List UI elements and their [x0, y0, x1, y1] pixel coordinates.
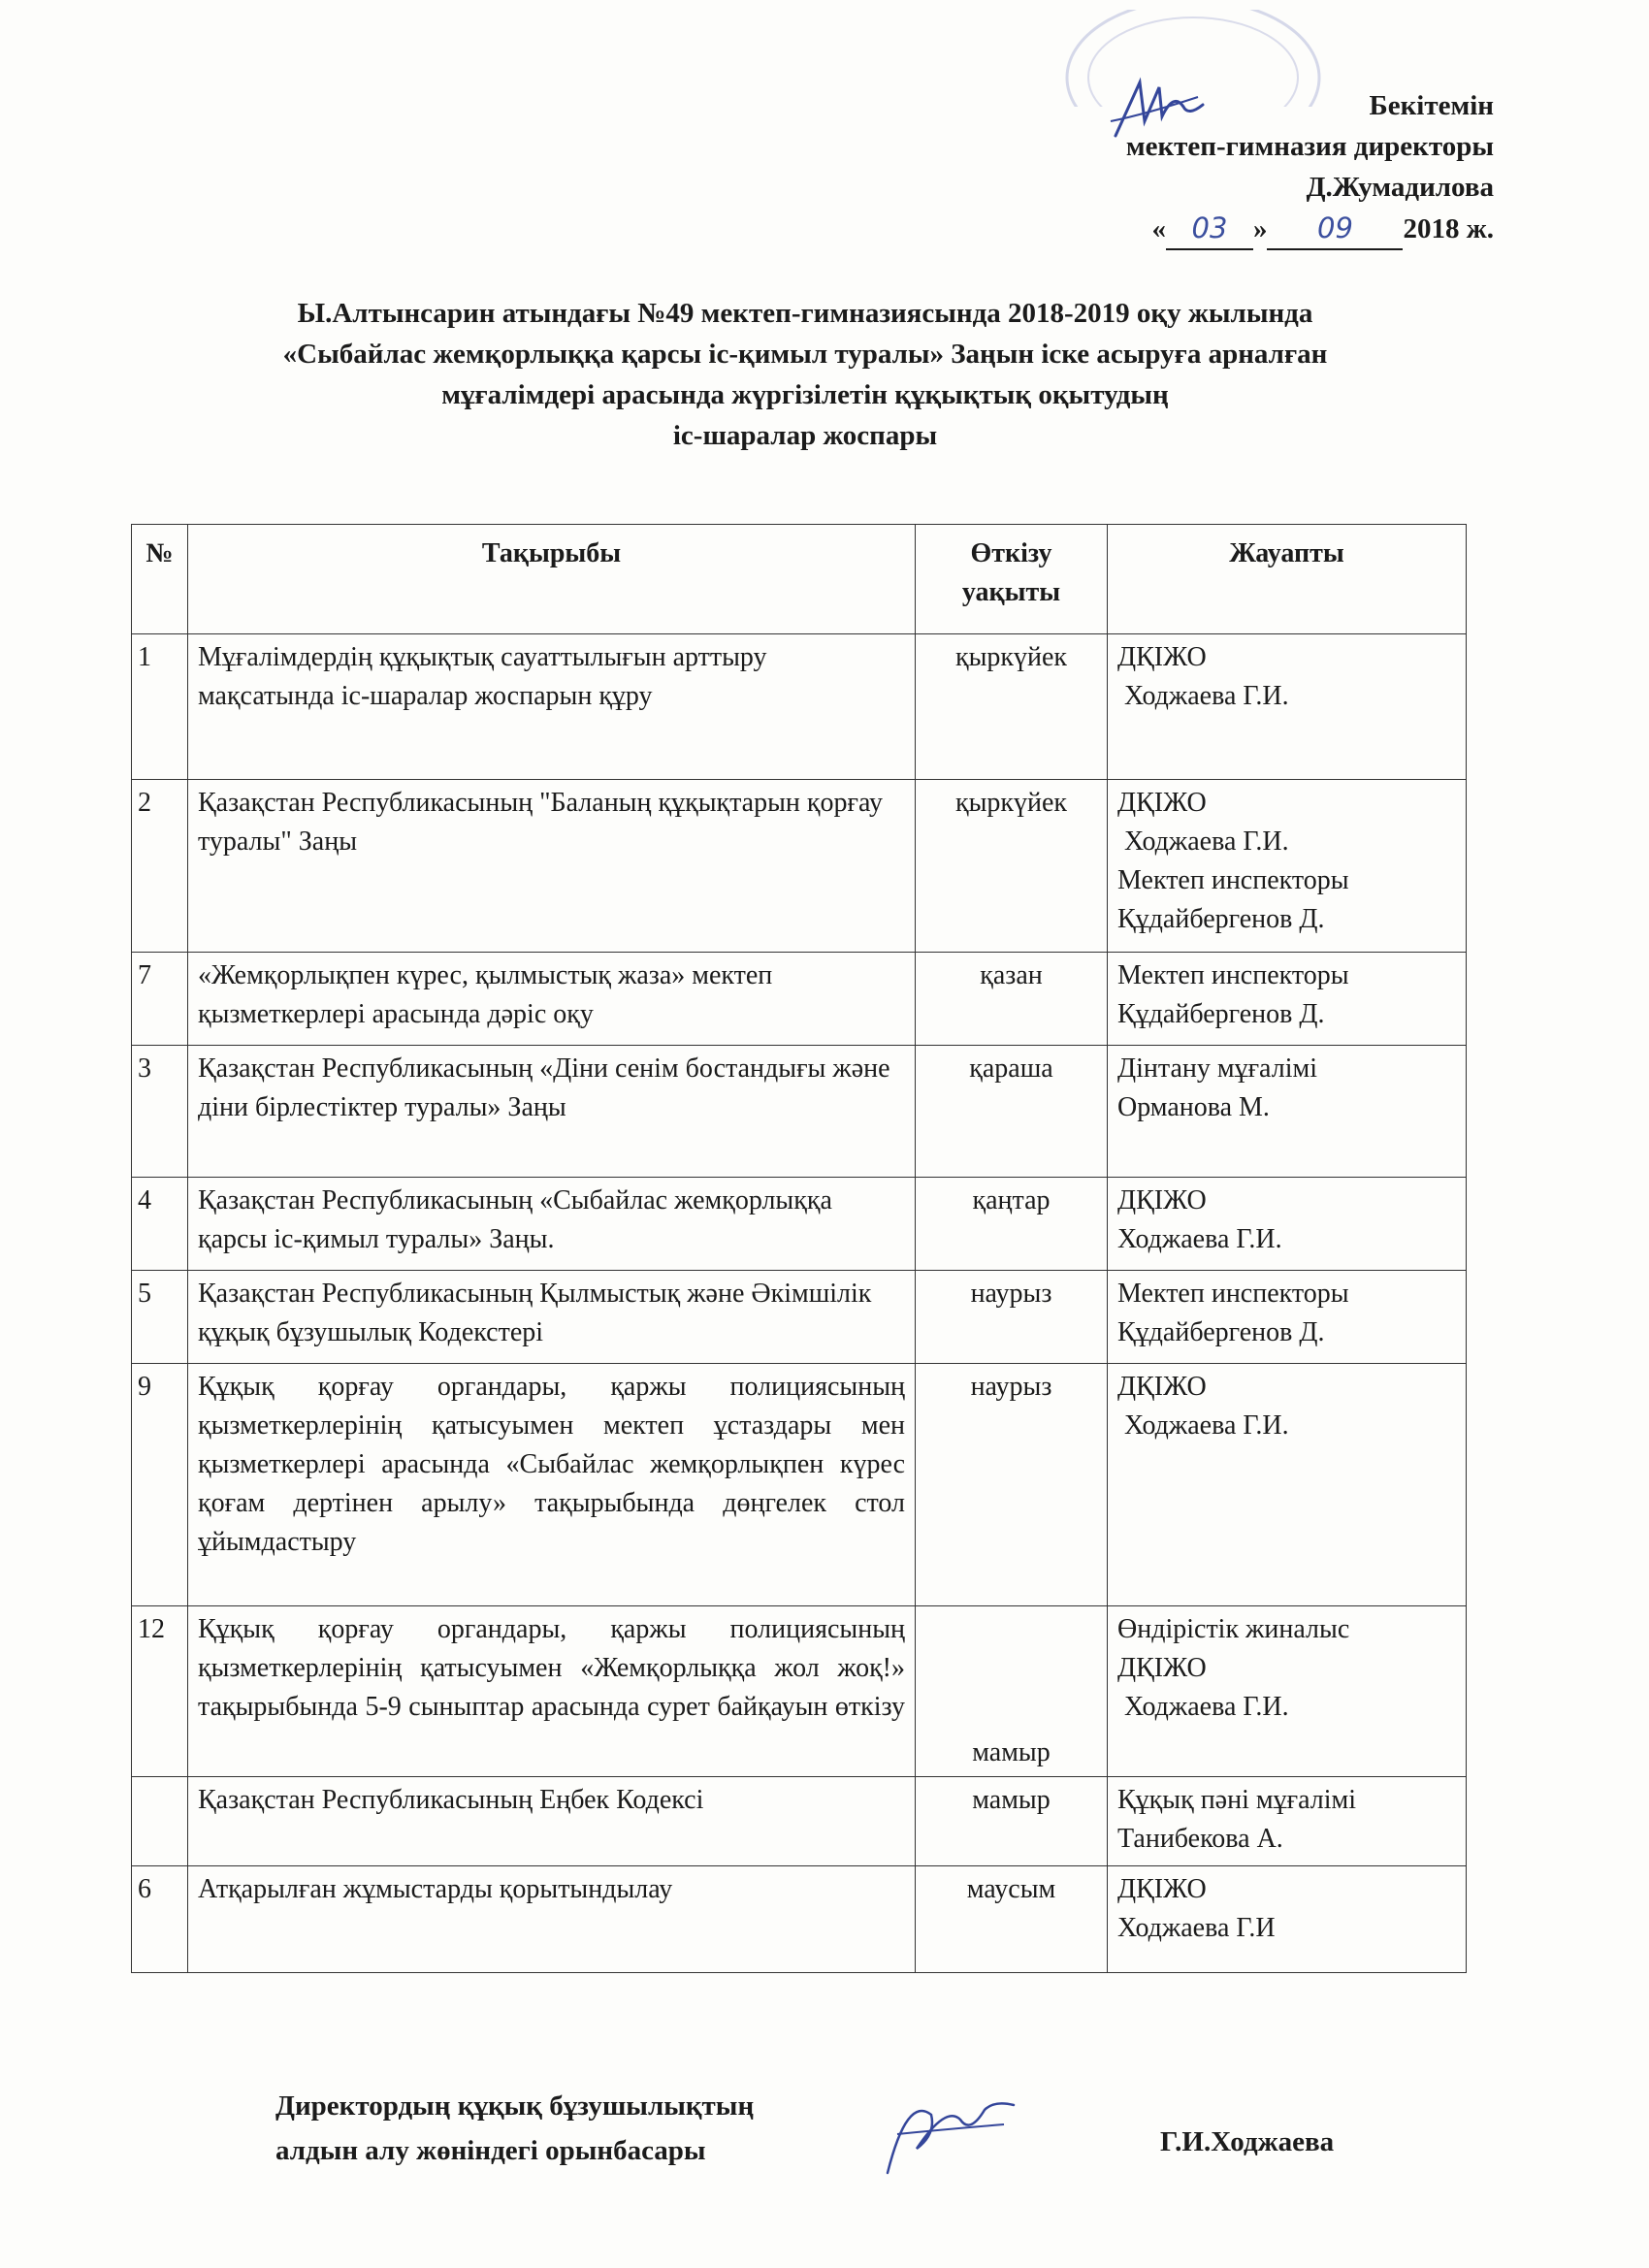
row-topic: Қазақстан Республикасының Қылмыстық және Әкімшілік құқық бұзушылық Кодекстері — [188, 1271, 916, 1364]
row-number: 3 — [132, 1046, 188, 1178]
header-time-line-1: Өткізу — [970, 538, 1052, 568]
date-day: 03 — [1166, 208, 1253, 250]
table-row — [132, 1364, 1467, 1606]
responsible-line: Құдайбергенов Д. — [1117, 904, 1325, 934]
row-responsible — [1108, 1866, 1467, 1973]
header-number: № — [132, 525, 188, 634]
row-time: қазан — [916, 953, 1108, 1046]
document-title — [116, 293, 1494, 456]
responsible-line: Құқық пәні мұғалімі — [1117, 1785, 1356, 1815]
row-time: наурыз — [916, 1364, 1108, 1606]
title-line-3: мұғалімдері арасында жүргізілетін құқықтық оқытудың — [441, 379, 1169, 410]
row-topic: «Жемқорлықпен күрес, қылмыстық жаза» мектеп қызметкерлері арасында дәріс оқу — [188, 953, 916, 1046]
row-responsible — [1108, 1606, 1467, 1777]
header-time-line-2: уақыты — [961, 577, 1061, 607]
row-number: 5 — [132, 1271, 188, 1364]
responsible-line: Ходжаева Г.И — [1117, 1913, 1276, 1943]
row-responsible — [1108, 780, 1467, 953]
row-number: 1 — [132, 634, 188, 780]
row-responsible — [1108, 1178, 1467, 1271]
row-number — [132, 1777, 188, 1866]
responsible-line: Орманова М. — [1117, 1092, 1270, 1122]
row-responsible — [1108, 953, 1467, 1046]
responsible-line: ДҚІЖО — [1117, 1653, 1207, 1683]
row-responsible — [1108, 634, 1467, 780]
responsible-line: Дінтану мұғалімі — [1117, 1053, 1317, 1084]
responsible-line: Ходжаева Г.И. — [1117, 681, 1289, 711]
responsible-line: Ходжаева Г.И. — [1117, 1410, 1289, 1441]
row-number: 7 — [132, 953, 188, 1046]
row-topic: Құқық қорғау органдары, қаржы полициясының қызметкерлерінің қатысуымен мектеп ұстаздары мен қызметкерлері арасында «Сыбайлас жемқорлықпен күрес қоғам дертінен арылу» тақырыбында дөңгелек стол ұйымдастыру — [188, 1364, 916, 1606]
row-topic: Қазақстан Республикасының «Діни сенім бостандығы және діни бірлестіктер туралы» Заңы — [188, 1046, 916, 1178]
table-row — [132, 1046, 1467, 1178]
date-year: 2018 ж. — [1403, 213, 1494, 244]
date-close-quote: » — [1252, 213, 1268, 244]
responsible-line: ДҚІЖО — [1117, 788, 1207, 818]
table-row — [132, 953, 1467, 1046]
row-responsible — [1108, 1777, 1467, 1866]
deputy-signature — [878, 2076, 1023, 2183]
table-row — [132, 1606, 1467, 1777]
footer-signatory-name: Г.И.Ходжаева — [1160, 2126, 1335, 2157]
row-number: 4 — [132, 1178, 188, 1271]
approval-position: мектеп-гимназия директоры — [1125, 131, 1494, 162]
approval-director-name: Д.Жумадилова — [1306, 172, 1494, 203]
table-row — [132, 780, 1467, 953]
row-responsible — [1108, 1271, 1467, 1364]
row-time: мамыр — [916, 1606, 1108, 1777]
row-time: қаңтар — [916, 1178, 1108, 1271]
row-topic: Қазақстан Республикасының «Сыбайлас жемқорлыққа қарсы іс-қимыл туралы» Заңы. — [188, 1178, 916, 1271]
table-row — [132, 1271, 1467, 1364]
approval-block — [951, 85, 1494, 250]
table-body — [132, 634, 1467, 1973]
row-responsible — [1108, 1046, 1467, 1178]
date-month: 09 — [1267, 208, 1403, 250]
row-topic: Құқық қорғау органдары, қаржы полициясының қызметкерлерінің қатысуымен «Жемқорлыққа жол жоқ!» тақырыбында 5-9 сыныптар арасында сурет байқауын өткізу — [188, 1606, 916, 1777]
responsible-line: Құдайбергенов Д. — [1117, 1317, 1325, 1347]
responsible-line: ДҚІЖО — [1117, 1372, 1207, 1402]
responsible-line: ДҚІЖО — [1117, 642, 1207, 672]
responsible-line: Өндірістік жиналыс — [1117, 1614, 1350, 1644]
responsible-line: ДҚІЖО — [1117, 1874, 1207, 1904]
header-topic: Тақырыбы — [188, 525, 916, 634]
row-topic: Қазақстан Республикасының Еңбек Кодексі — [188, 1777, 916, 1866]
table-row — [132, 1777, 1467, 1866]
responsible-line: ДҚІЖО — [1117, 1185, 1207, 1215]
footer-position-line-1: Директордың құқық бұзушылықтың — [275, 2090, 755, 2122]
title-line-2: «Сыбайлас жемқорлыққа қарсы іс-қимыл туралы» Заңын іске асыруға арналған — [282, 339, 1328, 370]
activity-plan-table — [131, 524, 1467, 1973]
row-time: қыркүйек — [916, 634, 1108, 780]
approval-heading: Бекітемін — [1369, 90, 1494, 121]
row-number: 2 — [132, 780, 188, 953]
responsible-line: Мектеп инспекторы — [1117, 960, 1349, 990]
footer-position-line-2: алдын алу жөніндегі орынбасары — [275, 2135, 706, 2166]
row-time: қыркүйек — [916, 780, 1108, 953]
table-row — [132, 1178, 1467, 1271]
row-number: 9 — [132, 1364, 188, 1606]
responsible-line: Ходжаева Г.И. — [1117, 826, 1289, 857]
footer-position — [275, 2084, 754, 2173]
table-row — [132, 1866, 1467, 1973]
header-responsible: Жауапты — [1108, 525, 1467, 634]
row-number: 12 — [132, 1606, 188, 1777]
header-time — [916, 525, 1108, 634]
table-header-row — [132, 525, 1467, 634]
row-time: қараша — [916, 1046, 1108, 1178]
row-time: наурыз — [916, 1271, 1108, 1364]
row-responsible — [1108, 1364, 1467, 1606]
responsible-line: Мектеп инспекторы — [1117, 865, 1349, 895]
row-time: мамыр — [916, 1777, 1108, 1866]
row-number: 6 — [132, 1866, 188, 1973]
responsible-line: Мектеп инспекторы — [1117, 1279, 1349, 1309]
title-line-4: іс-шаралар жоспары — [672, 420, 938, 451]
approval-date — [951, 208, 1494, 250]
row-topic: Қазақстан Республикасының "Баланың құқықтарын қорғау туралы" Заңы — [188, 780, 916, 953]
row-topic: Атқарылған жұмыстарды қорытындылау — [188, 1866, 916, 1973]
responsible-line: Танибекова А. — [1117, 1824, 1283, 1854]
date-open-quote: « — [1151, 213, 1166, 244]
row-time: маусым — [916, 1866, 1108, 1973]
responsible-line: Ходжаева Г.И. — [1117, 1224, 1282, 1254]
row-topic: Мұғалімдердің құқықтық сауаттылығын арттыру мақсатында іс-шаралар жоспарын құру — [188, 634, 916, 780]
table-row — [132, 634, 1467, 780]
responsible-line: Құдайбергенов Д. — [1117, 999, 1325, 1029]
title-line-1: Ы.Алтынсарин атындағы №49 мектеп-гимназиясында 2018-2019 оқу жылында — [297, 298, 1313, 329]
responsible-line: Ходжаева Г.И. — [1117, 1692, 1289, 1722]
